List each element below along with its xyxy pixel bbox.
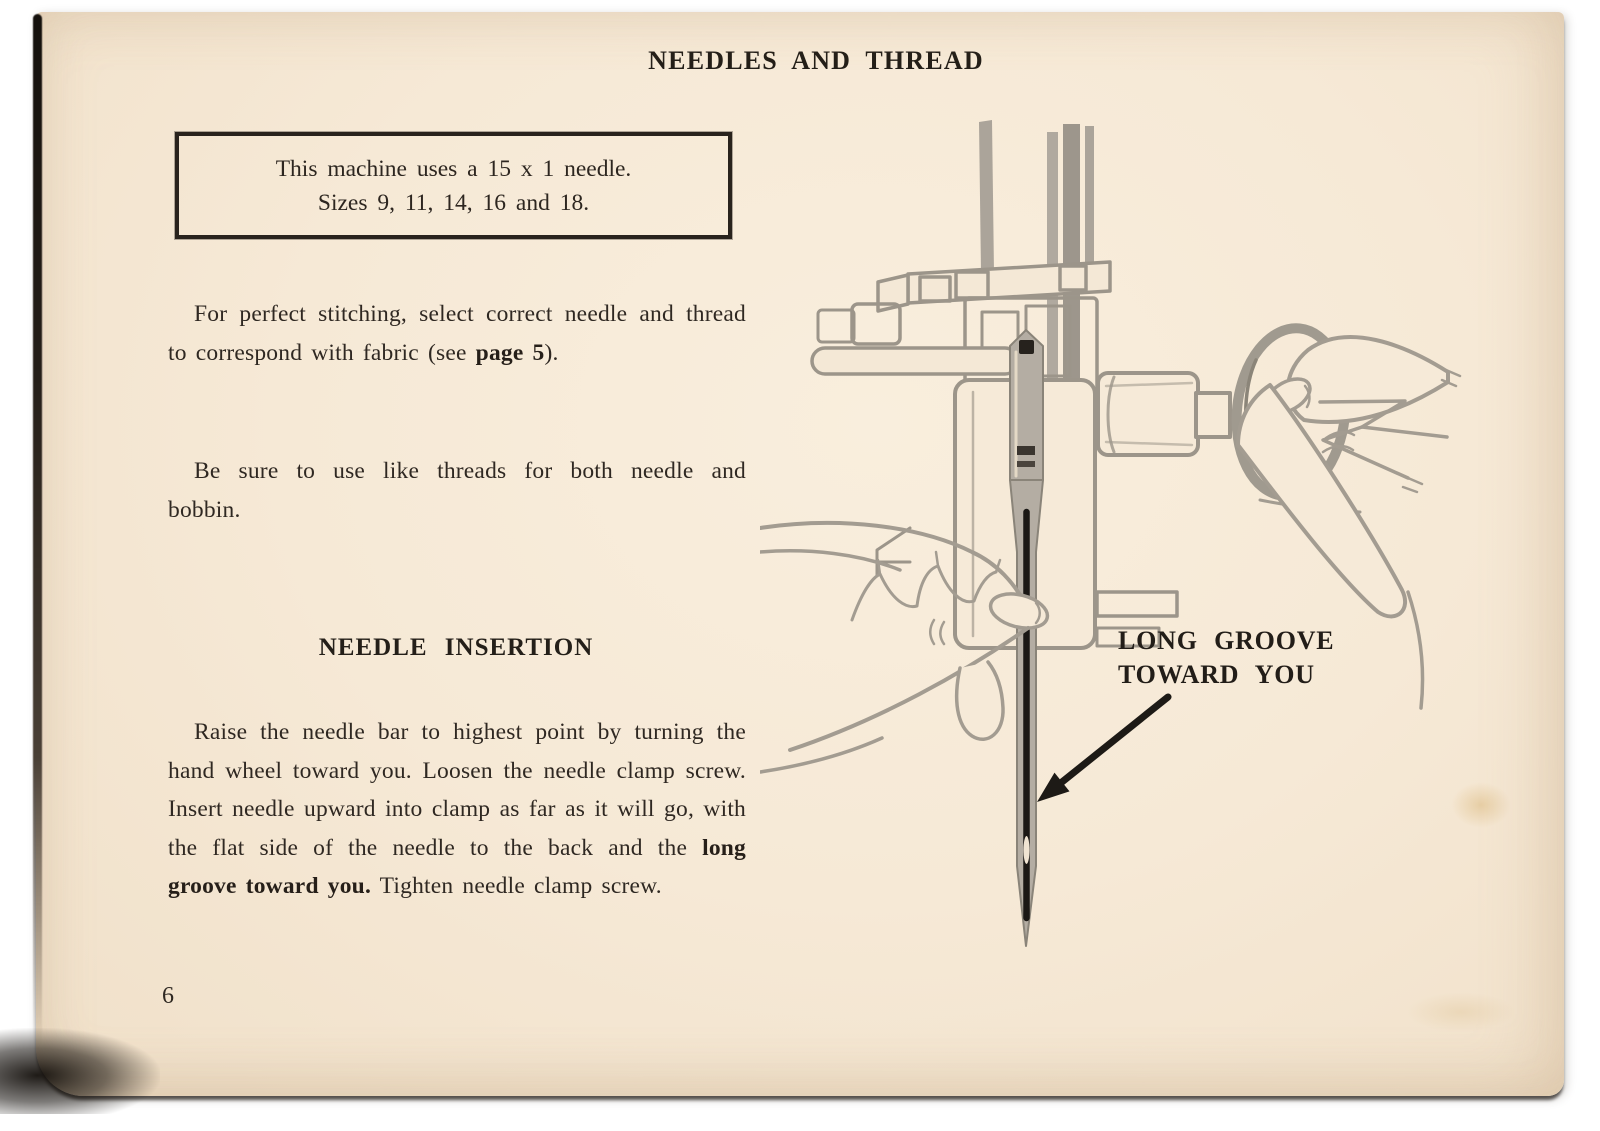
paragraph-needle-insertion [168, 713, 746, 906]
paragraph-text: ). [544, 339, 559, 366]
section-heading-needle-insertion: NEEDLE INSERTION [318, 634, 594, 661]
page-number: 6 [162, 983, 174, 1009]
paragraph-text: Raise the needle bar to highest point by turning the hand wheel toward you. Loosen the needle clamp screw. Insert needle upward into clamp as far as it will go, with the flat side of the needle to the back and the [168, 719, 746, 861]
callout-arrow-icon [1037, 697, 1168, 802]
paragraph-text: Tighten needle clamp screw. [371, 873, 662, 899]
paper-stain [1451, 782, 1511, 828]
paragraph-bold-text: page 5 [475, 339, 545, 366]
book-spine-shadow [33, 14, 42, 1046]
callout-line-1: LONG GROOVE [1118, 626, 1335, 655]
paragraph-text: For perfect stitching, select correct needle and thread to correspond with fabric (see [168, 301, 746, 366]
paper-stain [1406, 992, 1516, 1032]
paragraph-like-threads: Be sure to use like threads for both needle and bobbin. [168, 458, 746, 523]
needle-insertion-illustration [760, 60, 1530, 1010]
needle-size-notice-box [175, 132, 732, 239]
paragraph-bold-text: long groove toward you. [168, 834, 746, 899]
page-title: NEEDLES AND THREAD [648, 46, 984, 75]
figure-callout-label [1118, 624, 1398, 692]
notice-line-2: Sizes 9, 11, 14, 16 and 18. [317, 189, 590, 216]
notice-line-1: This machine uses a 15 x 1 needle. [275, 155, 632, 182]
paragraph-needle-selection [168, 295, 746, 372]
callout-line-2: TOWARD YOU [1118, 660, 1315, 689]
manual-page [36, 12, 1564, 1096]
